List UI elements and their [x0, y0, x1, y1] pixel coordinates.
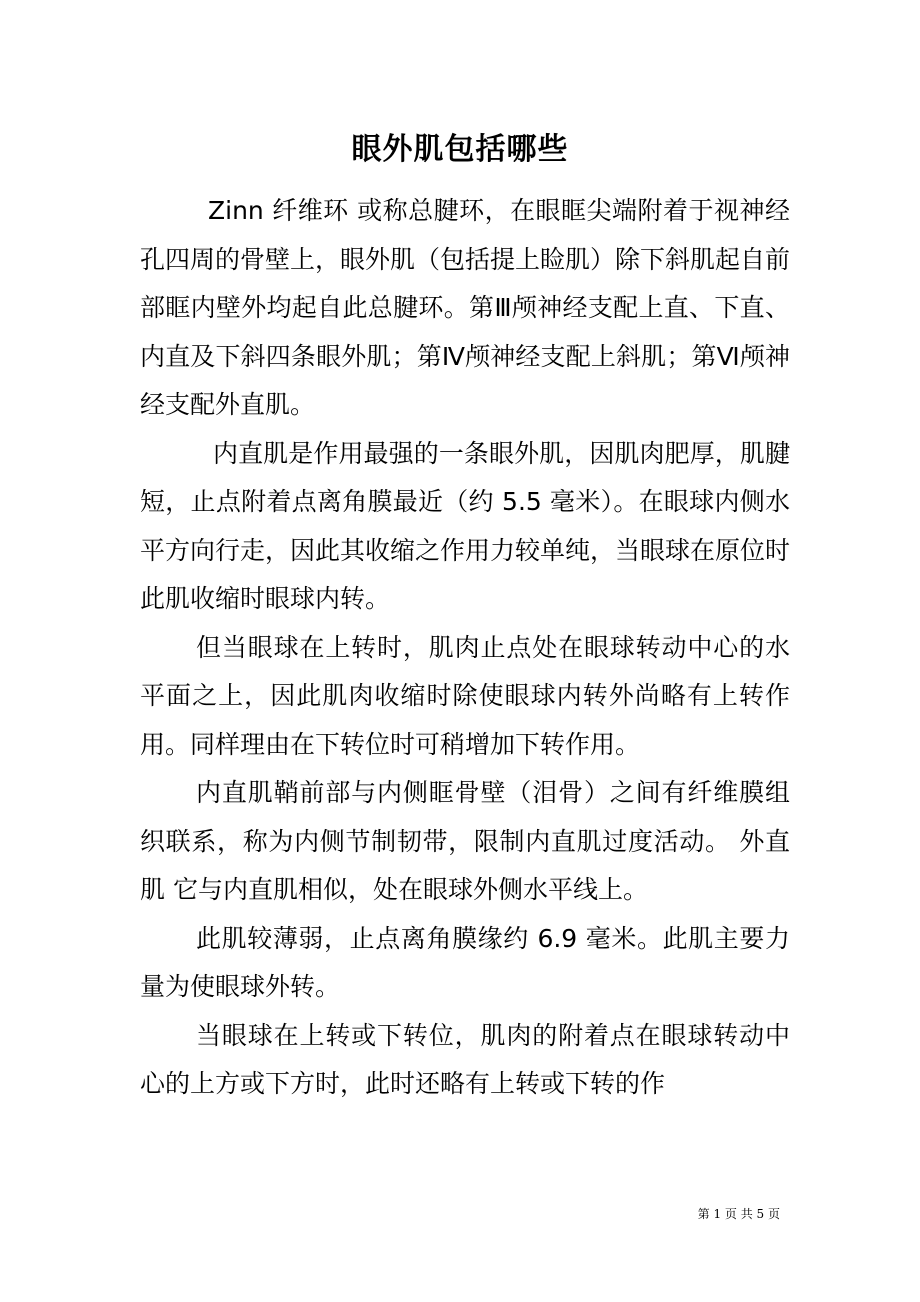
page-title: 眼外肌包括哪些 — [351, 132, 569, 167]
document-body — [140, 187, 790, 1109]
paragraph-4: 内直肌鞘前部与内侧眶骨壁（泪骨）之间有纤维膜组织联系，称为内侧节制韧带，限制内直肌过度活动。 外直肌 它与内直肌相似，处在眼球外侧水平线上。 — [140, 778, 790, 904]
page-number-footer: 第 1 页 共 5 页 — [697, 1207, 780, 1221]
paragraph-6: 当眼球在上转或下转位，肌肉的附着点在眼球转动中心的上方或下方时，此时还略有上转或下转的作 — [140, 1020, 790, 1098]
paragraph-5: 此肌较薄弱，止点离角膜缘约 6.9 毫米。此肌主要力量为使眼球外转。 — [140, 923, 790, 1001]
paragraph-2: 内直肌是作用最强的一条眼外肌，因肌肉肥厚，肌腱短，止点附着点离角膜最近（约 5.5 毫米）。在眼球内侧水平方向行走，因此其收缩之作用力较单纯，当眼球在原位时此肌收缩时眼球内转。 — [140, 438, 791, 613]
paragraph-1: Zinn 纤维环 或称总腱环，在眼眶尖端附着于视神经孔四周的骨壁上，眼外肌（包括提上睑肌）除下斜肌起自前部眶内壁外均起自此总腱环。第Ⅲ颅神经支配上直、下直、内直及下斜四条眼外肌；第Ⅳ颅神经支配上斜肌；第Ⅵ颅神经支配外直肌。 — [140, 196, 791, 419]
paragraph-3: 但当眼球在上转时，肌肉止点处在眼球转动中心的水平面之上，因此肌肉收缩时除使眼球内转外尚略有上转作用。同样理由在下转位时可稍增加下转作用。 — [140, 632, 790, 759]
